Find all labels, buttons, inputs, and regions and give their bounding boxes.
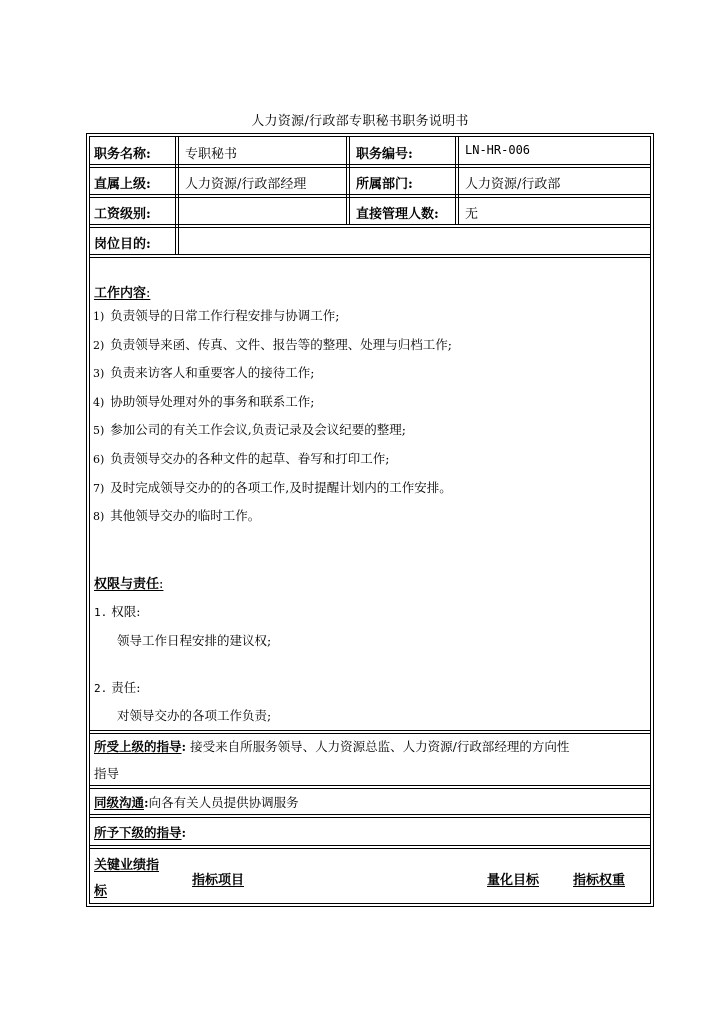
- row-divider: [89, 257, 651, 258]
- list-item-text: 及时完成领导交办的的各项工作,及时提醒计划内的工作安排。: [110, 479, 452, 495]
- row-divider: [89, 254, 651, 255]
- work-content-heading-text: 工作内容: [94, 286, 147, 301]
- job-name-value: 专职秘书: [185, 147, 238, 162]
- list-item-number: 4): [93, 395, 105, 409]
- row-divider: [89, 814, 651, 815]
- row-divider: [89, 845, 651, 846]
- peer-colon: :: [144, 795, 149, 810]
- kpi-heading-line2: 标: [94, 884, 108, 899]
- work-content-colon: :: [146, 286, 151, 301]
- authority-heading-text: 权限与责任: [94, 577, 160, 592]
- list-item: [93, 506, 452, 535]
- job-name-label: 职务名称:: [94, 147, 151, 162]
- column-divider: [458, 136, 459, 224]
- authority-colon: :: [159, 577, 164, 592]
- job-code-value: LN-HR-006: [465, 143, 531, 157]
- job-code-label: 职务编号:: [356, 147, 413, 162]
- duty-number: 2.: [94, 682, 108, 695]
- column-divider: [346, 136, 347, 224]
- power-text: 领导工作日程安排的建议权;: [117, 633, 272, 648]
- column-divider: [175, 136, 176, 254]
- list-item: [93, 392, 452, 421]
- list-item-text: 负责领导交办的各种文件的起草、眷写和打印工作;: [110, 450, 390, 466]
- duty-label: 责任:: [111, 680, 141, 695]
- list-item: [93, 306, 452, 335]
- list-item: [93, 335, 452, 364]
- supervisor-value: 人力资源/行政部经理: [185, 177, 307, 192]
- power-label: 权限:: [111, 604, 141, 619]
- row-divider: [89, 788, 651, 789]
- row-divider: [89, 194, 651, 195]
- salary-label: 工资级别:: [94, 207, 151, 222]
- row-divider: [89, 197, 651, 198]
- supervisor-label: 直属上级:: [94, 177, 151, 192]
- row-divider: [89, 733, 651, 734]
- row-divider: [89, 167, 651, 168]
- row-divider: [89, 785, 651, 786]
- list-item-text: 参加公司的有关工作会议,负责记录及会议纪要的整理;: [110, 422, 406, 438]
- list-item-number: 2): [93, 338, 105, 352]
- row-divider: [89, 848, 651, 849]
- row-divider: [89, 164, 651, 165]
- list-item: [93, 420, 452, 449]
- column-divider: [178, 136, 179, 254]
- subordinate-line: [94, 823, 186, 841]
- guidance-line-1: [94, 737, 569, 755]
- row-divider: [89, 817, 651, 818]
- row-divider: [89, 224, 651, 225]
- subordinates-value: 无: [465, 207, 479, 222]
- subordinates-label: 直接管理人数:: [356, 207, 439, 222]
- row-divider: [89, 227, 651, 228]
- peer-text: 向各有关人员提供协调服务: [148, 795, 299, 810]
- list-item-number: 8): [93, 510, 105, 524]
- duty-line: [94, 678, 140, 696]
- list-item-number: 7): [93, 481, 105, 495]
- list-item-text: 负责领导的日常工作行程安排与协调工作;: [110, 308, 340, 323]
- authority-heading: [94, 573, 163, 592]
- subordinate-colon: :: [181, 825, 187, 840]
- column-divider: [349, 136, 350, 224]
- kpi-heading-line1: 关键业绩指: [94, 858, 160, 873]
- list-item: [93, 478, 452, 507]
- list-item-number: 5): [93, 424, 105, 438]
- work-content-list: [93, 306, 452, 535]
- kpi-heading: [94, 853, 159, 905]
- document-title: 人力资源/行政部专职秘书职务说明书: [251, 114, 469, 129]
- list-item: [93, 449, 452, 478]
- list-item: [93, 363, 452, 392]
- guidance-colon: :: [181, 739, 187, 754]
- list-item-text: 负责领导来函、传真、文件、报告等的整理、处理与归档工作;: [110, 336, 453, 352]
- department-value: 人力资源/行政部: [465, 177, 561, 192]
- list-item-text: 负责来访客人和重要客人的接待工作;: [110, 365, 315, 381]
- list-item-number: 3): [93, 367, 105, 381]
- row-divider: [89, 730, 651, 731]
- work-content-heading: [94, 282, 150, 301]
- kpi-weight-header: 指标权重: [573, 873, 626, 888]
- power-number: 1.: [94, 606, 108, 619]
- guidance-heading: 所受上级的指导: [94, 739, 182, 754]
- kpi-target-header: 量化目标: [487, 873, 540, 888]
- list-item-text: 其他领导交办的临时工作。: [110, 508, 261, 524]
- peer-line: [94, 793, 299, 811]
- subordinate-heading: 所予下级的指导: [94, 825, 182, 840]
- list-item-text: 协助领导处理对外的事务和联系工作;: [110, 393, 315, 409]
- duty-text: 对领导交办的各项工作负责;: [117, 708, 272, 723]
- guidance-text-line2: 指导: [94, 766, 120, 781]
- kpi-item-header: 指标项目: [192, 873, 245, 888]
- department-label: 所属部门:: [356, 177, 413, 192]
- purpose-label: 岗位目的:: [94, 237, 151, 252]
- list-item-number: 6): [93, 452, 105, 466]
- power-line: [94, 602, 140, 620]
- column-divider: [455, 136, 456, 224]
- peer-heading: 同级沟通: [94, 795, 145, 810]
- guidance-text-line1: 接受来自所服务领导、人力资源总监、人力资源/行政部经理的方向性: [190, 739, 570, 754]
- list-item-number: 1): [93, 310, 105, 323]
